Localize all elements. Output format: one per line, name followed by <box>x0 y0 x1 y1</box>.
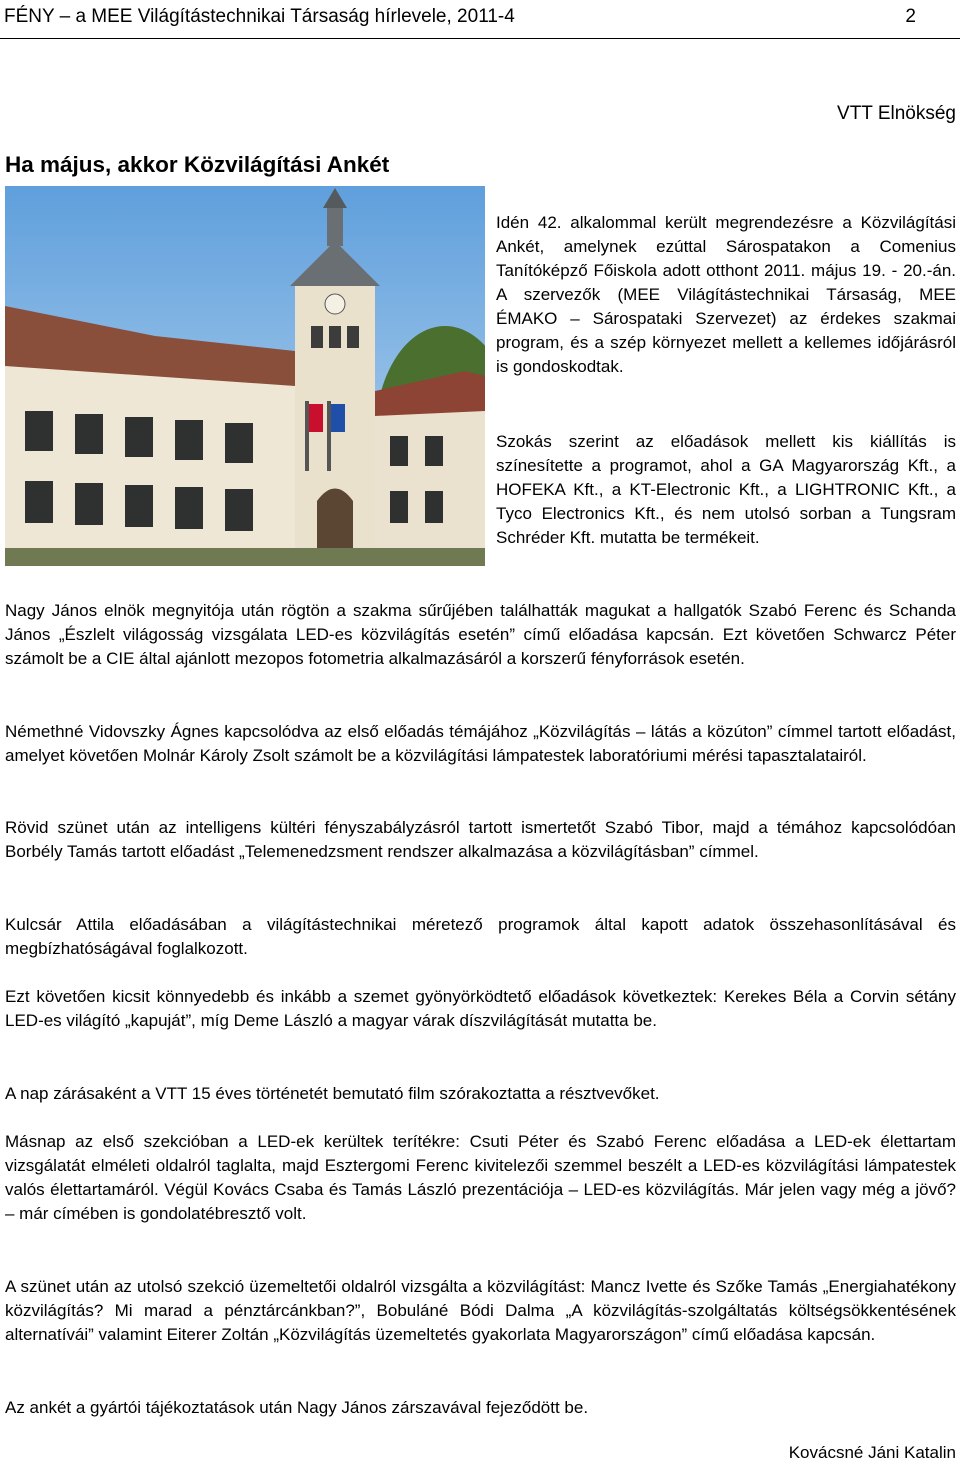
newsletter-title: FÉNY – a MEE Világítástechnikai Társaság hírlevele, 2011-4 <box>4 6 515 27</box>
page-header <box>4 4 960 34</box>
body-paragraph: Az ankét a gyártói tájékoztatások után Nagy János zárszavával fejeződött be. <box>5 1398 589 1417</box>
body-paragraph: Nagy János elnök megnyitója után rögtön a szakma sűrűjében találhatták magukat a hallgatók Szabó Ferenc és Schanda János „Észlelt világosság vizsgálata LED-es közvilágítás esetén” című előadása kapcsán. Ezt követően Schwarcz Péter számolt be a CIE által ajánlott mezopos fotometria alkalmazásáról a korszerű fényforrások esetén. <box>5 601 956 668</box>
page-number: 2 <box>905 6 916 27</box>
author-name: Kovácsné Jáni Katalin <box>788 1443 956 1462</box>
header-divider <box>0 38 960 39</box>
body-paragraph: Némethné Vidovszky Ágnes kapcsolódva az első előadás témájához „Közvilágítás – látás a közúton” címmel tartott előadást, amelyet követően Molnár Károly Zsolt számolt be a közvilágítási lámpatestek laboratóriumi mérési tapasztalatairól. <box>5 722 956 765</box>
body-paragraph: Kulcsár Attila előadásában a világítástechnikai méretező programok által kapott adatok összehasonlításával és megbízhatóságával foglalkozott. <box>5 915 956 958</box>
college-building-photo <box>5 186 485 566</box>
body-paragraph: A nap zárásaként a VTT 15 éves történetét bemutató film szórakoztatta a résztvevőket. <box>5 1084 660 1103</box>
body-paragraph: Másnap az első szekcióban a LED-ek kerültek terítékre: Csuti Péter és Szabó Ferenc előadása a LED-ek élettartam vizsgálatát elméleti oldalról taglalta, majd Esztergomi Ferenc kivitelezői szemmel beszélt a LED-es közvilágítási lámpatestek valós élettartamáról. Végül Kovács Csaba és Tamás László prezentációja – LED-es közvilágítás. Már jelen vagy még a jövő? – már címében is gondolatébresztő volt. <box>5 1132 956 1223</box>
body-paragraph: A szünet után az utolsó szekció üzemeltetői oldalról vizsgálta a közvilágítást: Mancz Ivette és Szőke Tamás „Energiahatékony közvilágítás? Mi marad a pénztárcánkban?”, Bobuláné Bódi Dalma „A közvilágítás-szolgáltatás költségsökkentésének alternatívái” valamint Eiterer Zoltán „Közvilágítás üzemeltetés gyakorlata Magyarországon” című előadása kapcsán. <box>5 1277 956 1344</box>
article-title: Ha május, akkor Közvilágítási Ankét <box>5 152 390 177</box>
side-paragraph-exhibition: Szokás szerint az előadások mellett kis kiállítás is színesítette a programot, ahol a GA Magyarország Kft., a HOFEKA Kft., a KT-Electronic Kft., a LIGHTRONIC Kft., a Tyco Electronics Kft., és nem utolsó sorban a Tungsram Schréder Kft. mutatta be termékeit. <box>496 432 956 547</box>
body-paragraph: Rövid szünet után az intelligens kültéri fényszabályzásról tartott ismertetőt Szabó Tibor, majd a témához kapcsolódóan Borbély Tamás tartott előadást „Telemenedzsment rendszer alkalmazása a közvilágításban” címmel. <box>5 818 956 861</box>
side-paragraph-intro: Idén 42. alkalommal került megrendezésre a Közvilágítási Ankét, amelynek ezúttal Sárospatakon a Comenius Tanítóképző Főiskola adott otthont 2011. május 19. - 20.-án. A szervezők (MEE Világítástechnikai Társaság, MEE ÉMAKO – Sárospataki Szervezet) az érdekes szakmai program, és a szép környezet mellett a kellemes időjárásról is gondoskodtak. <box>496 213 956 376</box>
section-label: VTT Elnökség <box>837 103 956 124</box>
body-paragraph: Ezt követően kicsit könnyedebb és inkább a szemet gyönyörködtető előadások következtek: Kerekes Béla a Corvin sétány LED-es világító „kapuját”, míg Deme László a magyar várak díszvilágítását mutatta be. <box>5 987 956 1030</box>
